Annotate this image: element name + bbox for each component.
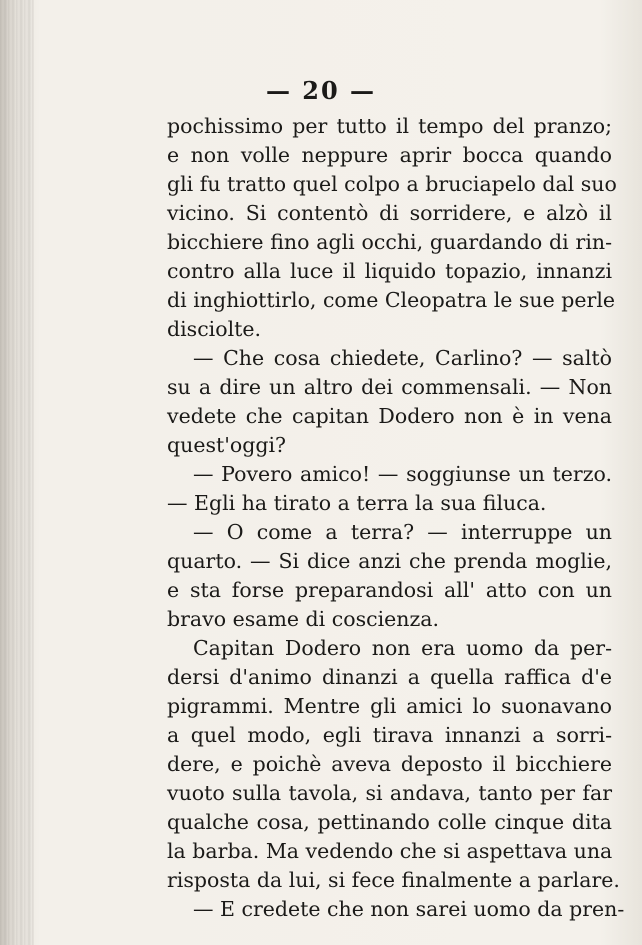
page-number: — 20 — bbox=[265, 76, 377, 105]
text-line: e non volle neppure aprir bocca quando bbox=[167, 143, 612, 167]
body-text bbox=[167, 112, 625, 924]
text-line: pochissimo per tutto il tempo del pranzo; bbox=[167, 114, 612, 138]
text-line: vuoto sulla tavola, si andava, tanto per far bbox=[167, 781, 612, 805]
text-line: bravo esame di coscienza. bbox=[167, 607, 439, 631]
text-line: Capitan Dodero non era uomo da per- bbox=[193, 636, 612, 660]
text-line: — Egli ha tirato a terra la sua filuca. bbox=[167, 491, 547, 515]
text-line: bicchiere fino agli occhi, guardando di rin- bbox=[167, 230, 612, 254]
text-line: contro alla luce il liquido topazio, innanzi bbox=[167, 259, 612, 283]
text-line: dersi d'animo dinanzi a quella raffica d'e bbox=[167, 665, 612, 689]
binding-gutter bbox=[0, 0, 34, 945]
text-line: risposta da lui, si fece finalmente a parlare. bbox=[167, 868, 620, 892]
text-line: qualche cosa, pettinando colle cinque dita bbox=[167, 810, 612, 834]
text-line: pigrammi. Mentre gli amici lo suonavano bbox=[167, 694, 612, 718]
text-line: — Che cosa chiedete, Carlino? — saltò bbox=[193, 346, 612, 370]
text-line: quest'oggi? bbox=[167, 433, 286, 457]
text-line: — E credete che non sarei uomo da pren- bbox=[193, 897, 625, 921]
text-line: — Povero amico! — soggiunse un terzo. bbox=[193, 462, 612, 486]
text-line: e sta forse preparandosi all' atto con un bbox=[167, 578, 612, 602]
text-line: — O come a terra? — interruppe un bbox=[193, 520, 612, 544]
text-line: a quel modo, egli tirava innanzi a sorri- bbox=[167, 723, 612, 747]
text-line: vicino. Si contentò di sorridere, e alzò il bbox=[167, 201, 612, 225]
text-line: dere, e poichè aveva deposto il bicchiere bbox=[167, 752, 612, 776]
text-line: vedete che capitan Dodero non è in vena bbox=[167, 404, 612, 428]
text-line: su a dire un altro dei commensali. — Non bbox=[167, 375, 612, 399]
text-line: disciolte. bbox=[167, 317, 262, 341]
text-line: di inghiottirlo, come Cleopatra le sue perle bbox=[167, 288, 616, 312]
text-line: quarto. — Si dice anzi che prenda moglie, bbox=[167, 549, 612, 573]
text-line: gli fu tratto quel colpo a bruciapelo dal suo bbox=[167, 172, 617, 196]
text-line: la barba. Ma vedendo che si aspettava una bbox=[167, 839, 613, 863]
